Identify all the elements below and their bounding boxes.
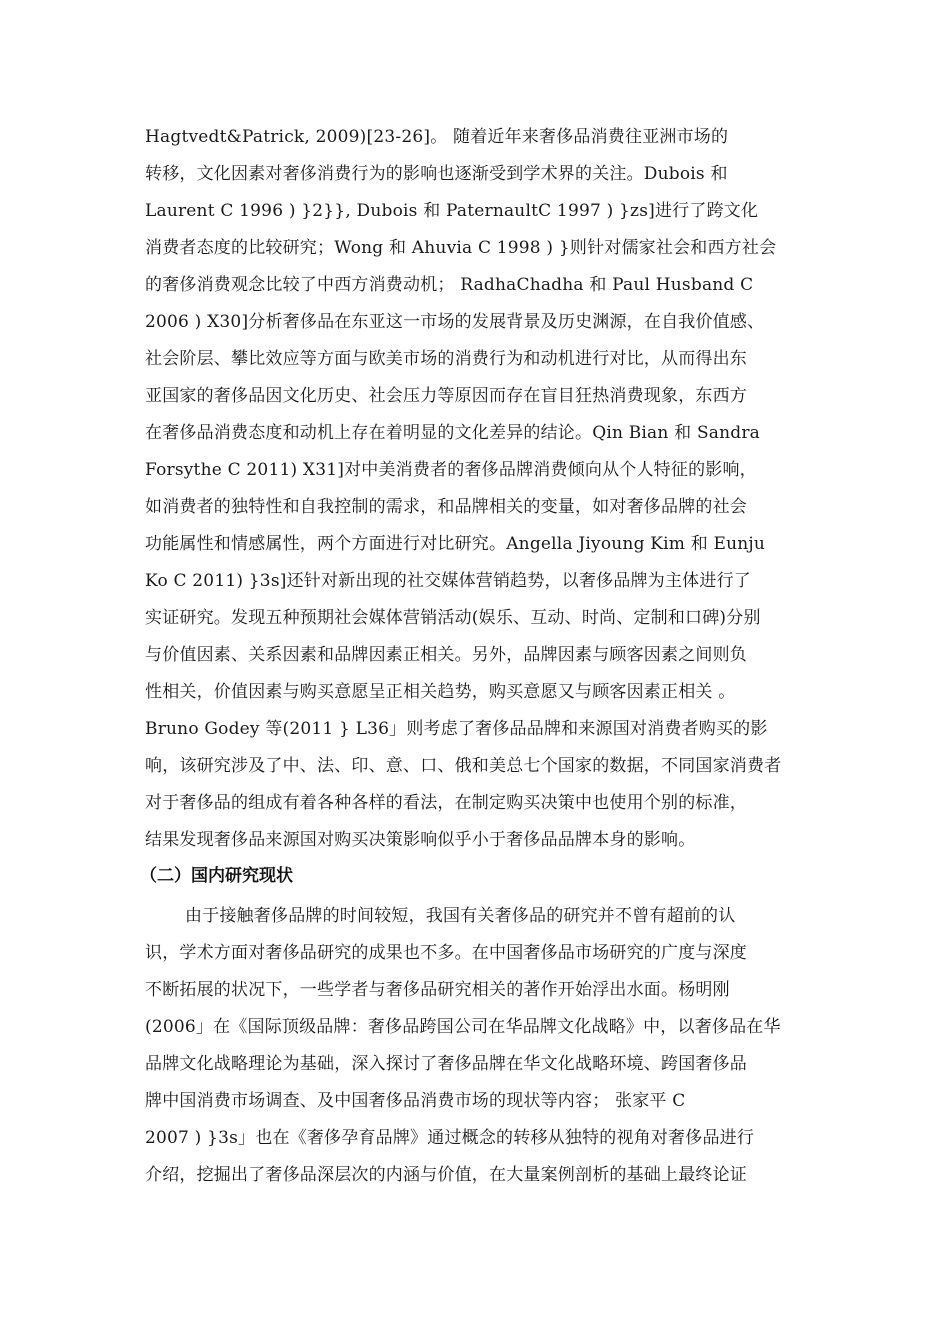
text-line: 在奢侈品消费态度和动机上存在着明显的文化差异的结论。Qin Bian 和 Sandra <box>145 423 761 443</box>
text-line: 性相关，价值因素与购买意愿呈正相关趋势，购买意愿又与顾客因素正相关 。 <box>145 682 736 702</box>
text-line: 与价值因素、关系因素和品牌因素正相关。另外，品牌因素与顾客因素之间则负 <box>145 645 747 665</box>
text-line: 由于接触奢侈品牌的时间较短，我国有关奢侈品的研究并不曾有超前的认 <box>185 906 736 926</box>
text-line: 识，学术方面对奢侈品研究的成果也不多。在中国奢侈品市场研究的广度与深度 <box>145 943 747 963</box>
text-line: 介绍，挖掘出了奢侈品深层次的内涵与价值，在大量案例剖析的基础上最终论证 <box>145 1165 747 1185</box>
text-line: 对于奢侈品的组成有着各种各样的看法，在制定购买决策中也使用个别的标准， <box>145 793 747 813</box>
text-line: 品牌文化战略理论为基础，深入探讨了奢侈品牌在华文化战略环境、跨国奢侈品 <box>145 1054 747 1074</box>
text-line: 功能属性和情感属性，两个方面进行对比研究。Angella Jiyoung Kim 和 Eunju <box>145 534 766 554</box>
text-line: 消费者态度的比较研究；Wong 和 Ahuvia C 1998 ) }则针对儒家社会和西方社会 <box>145 238 777 258</box>
text-line: (2006」在《国际顶级品牌：奢侈品跨国公司在华品牌文化战略》中，以奢侈品在华 <box>145 1017 781 1037</box>
text-line: Hagtvedt&Patrick, 2009)[23-26]。 随着近年来奢侈品消费往亚洲市场的 <box>145 127 729 147</box>
text-line: 社会阶层、攀比效应等方面与欧美市场的消费行为和动机进行对比，从而得出东 <box>145 349 747 369</box>
section-heading: （二）国内研究现状 <box>140 866 293 886</box>
text-line: Bruno Godey 等(2011 } L36」则考虑了奢侈品品牌和来源国对消费者购买的影 <box>145 719 768 739</box>
text-line: 结果发现奢侈品来源国对购买决策影响似乎小于奢侈品品牌本身的影响。 <box>145 830 696 850</box>
text-line: 转移，文化因素对奢侈消费行为的影响也逐渐受到学术界的关注。Dubois 和 <box>145 164 728 184</box>
text-line: 2007 ) }3s」也在《奢侈孕育品牌》通过概念的转移从独特的视角对奢侈品进行 <box>145 1128 755 1148</box>
text-line: 的奢侈消费观念比较了中西方消费动机； RadhaChadha 和 Paul Husband C <box>145 275 754 295</box>
text-line: Forsythe C 2011) X31]对中美消费者的奢侈品牌消费倾向从个人特征的影响， <box>145 460 757 480</box>
text-line: 响，该研究涉及了中、法、印、意、口、俄和美总七个国家的数据，不同国家消费者 <box>145 756 782 776</box>
text-line: 亚国家的奢侈品因文化历史、社会压力等原因而存在盲目狂热消费现象，东西方 <box>145 386 747 406</box>
text-line: 如消费者的独特性和自我控制的需求，和品牌相关的变量，如对奢侈品牌的社会 <box>145 497 747 517</box>
text-line: Ko C 2011) }3s]还针对新出现的社交媒体营销趋势，以奢侈品牌为主体进行了 <box>145 571 751 591</box>
text-line: 牌中国消费市场调查、及中国奢侈品消费市场的现状等内容； 张家平 C <box>145 1091 686 1111</box>
text-line: 实证研究。发现五种预期社会媒体营销活动(娱乐、互动、时尚、定制和口碑)分别 <box>145 608 761 628</box>
text-line: 2006 ) X30]分析奢侈品在东亚这一市场的发展背景及历史渊源，在自我价值感、 <box>145 312 765 332</box>
text-line: Laurent C 1996 ) }2}}, Dubois 和 PaternaultC 1997 ) }zs]进行了跨文化 <box>145 201 759 221</box>
text-line: 不断拓展的状况下，一些学者与奢侈品研究相关的著作开始浮出水面。杨明刚 <box>145 980 730 1000</box>
